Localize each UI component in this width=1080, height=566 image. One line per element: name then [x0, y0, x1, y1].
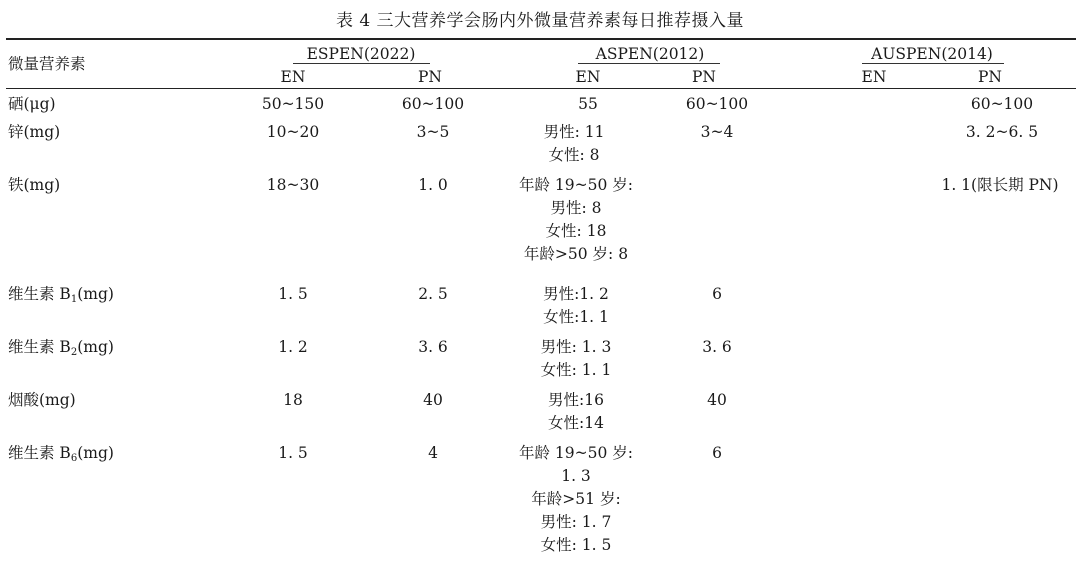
subheader-auspen-pn: PN	[978, 68, 1002, 86]
subheader-espen-en: EN	[280, 68, 306, 86]
cell-b6-espen-pn: 4	[428, 444, 438, 462]
row-label-niacin: 烟酸(mg)	[8, 391, 76, 409]
cell-iron-aspen-en	[519, 174, 633, 266]
cell-b6-espen-en: 1. 5	[278, 444, 308, 462]
row-label-vitamin-b2	[8, 336, 114, 364]
cell-b1-aspen-pn: 6	[712, 285, 722, 303]
cell-iron-espen-en: 18~30	[266, 176, 320, 194]
cell-b2-aspen-pn: 3. 6	[702, 338, 732, 356]
cell-selenium-auspen-pn: 60~100	[970, 95, 1034, 113]
cell-line: 女性:14	[548, 414, 604, 432]
cell-line: 男性: 8	[550, 199, 602, 217]
cell-b2-espen-pn: 3. 6	[418, 338, 448, 356]
cell-iron-espen-pn: 1. 0	[418, 176, 448, 194]
cell-line: 女性: 1. 1	[540, 361, 612, 379]
cell-b6-aspen-pn: 6	[712, 444, 722, 462]
group-header-espen: ESPEN(2022)	[306, 45, 416, 63]
subheader-espen-pn: PN	[418, 68, 442, 86]
group-underline-espen	[293, 63, 430, 64]
label-main: 维生素 B	[8, 285, 71, 303]
cell-selenium-espen-en: 50~150	[261, 95, 325, 113]
cell-selenium-espen-pn: 60~100	[401, 95, 465, 113]
row-label-zinc: 锌(mg)	[8, 123, 61, 141]
cell-zinc-aspen-en	[544, 121, 605, 167]
subheader-aspen-en: EN	[575, 68, 601, 86]
cell-line: 男性:16	[548, 391, 604, 409]
label-main: 维生素 B	[8, 444, 71, 462]
subheader-auspen-en: EN	[861, 68, 887, 86]
cell-zinc-aspen-pn: 3~4	[700, 123, 734, 141]
label-unit: (mg)	[77, 285, 114, 303]
row-label-selenium: 硒(μg)	[8, 95, 56, 113]
cell-line: 女性: 1. 5	[540, 536, 612, 554]
cell-niacin-espen-en: 18	[283, 391, 303, 409]
cell-b1-aspen-en	[543, 283, 609, 329]
row-label-header: 微量营养素	[8, 55, 86, 73]
cell-b1-espen-en: 1. 5	[278, 285, 308, 303]
cell-line: 女性: 18	[545, 222, 607, 240]
cell-line: 1. 3	[561, 467, 591, 485]
cell-line: 男性: 11	[543, 123, 605, 141]
cell-line: 年龄>51 岁:	[531, 490, 621, 508]
row-label-vitamin-b1	[8, 283, 114, 311]
label-unit: (mg)	[77, 444, 114, 462]
group-header-auspen: AUSPEN(2014)	[871, 45, 993, 63]
cell-zinc-auspen-pn: 3. 2~6. 5	[965, 123, 1039, 141]
group-underline-aspen	[578, 63, 720, 64]
cell-zinc-espen-en: 10~20	[266, 123, 320, 141]
cell-line: 女性:1. 1	[543, 308, 609, 326]
cell-line: 男性: 1. 3	[540, 338, 612, 356]
cell-b2-aspen-en	[541, 336, 612, 382]
cell-line: 年龄>50 岁: 8	[523, 245, 629, 263]
cell-b2-espen-en: 1. 2	[278, 338, 308, 356]
cell-selenium-aspen-pn: 60~100	[685, 95, 749, 113]
label-main: 维生素 B	[8, 338, 71, 356]
cell-niacin-espen-pn: 40	[423, 391, 443, 409]
group-underline-auspen	[862, 63, 1004, 64]
cell-line: 年龄 19~50 岁:	[518, 176, 634, 194]
label-subscript: 1	[70, 294, 78, 305]
label-unit: (mg)	[77, 338, 114, 356]
subheader-aspen-pn: PN	[692, 68, 716, 86]
cell-line: 女性: 8	[548, 146, 600, 164]
label-subscript: 2	[70, 347, 78, 358]
cell-line: 男性: 1. 7	[540, 513, 612, 531]
group-header-aspen: ASPEN(2012)	[595, 45, 705, 63]
cell-iron-auspen-pn: 1. 1(限长期 PN)	[941, 176, 1059, 194]
cell-b6-aspen-en	[519, 442, 633, 557]
top-rule	[6, 38, 1076, 40]
header-rule	[6, 88, 1076, 89]
row-label-iron: 铁(mg)	[8, 176, 61, 194]
cell-line: 男性:1. 2	[543, 285, 609, 303]
cell-line: 年龄 19~50 岁:	[518, 444, 634, 462]
row-label-vitamin-b6	[8, 442, 114, 470]
cell-zinc-espen-pn: 3~5	[416, 123, 450, 141]
cell-niacin-aspen-en	[548, 389, 604, 435]
cell-selenium-aspen-en: 55	[578, 95, 598, 113]
cell-b1-espen-pn: 2. 5	[418, 285, 448, 303]
table-caption: 表 4 三大营养学会肠内外微量营养素每日推荐摄入量	[335, 11, 745, 31]
label-subscript: 6	[70, 453, 78, 464]
cell-niacin-aspen-pn: 40	[707, 391, 727, 409]
